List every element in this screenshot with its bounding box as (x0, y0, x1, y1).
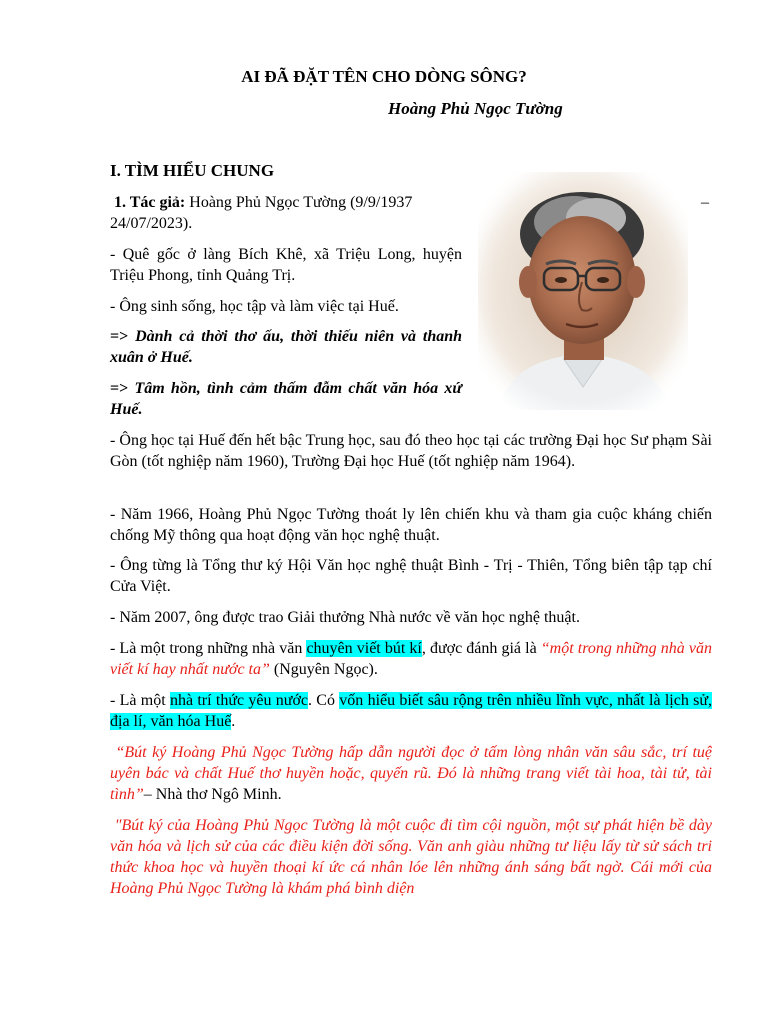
quote-ngo-minh-source: – Nhà thơ Ngô Minh. (143, 786, 282, 803)
conclusion-soul (110, 378, 462, 420)
specialist-prefix: - Là một trong những nhà văn (110, 640, 307, 657)
document-title: AI ĐÃ ĐẶT TÊN CHO DÒNG SÔNG? (241, 67, 527, 86)
intellectual-highlight-1: nhà trí thức yêu nước (169, 692, 309, 709)
quote-ngo-minh-text: “Bút ký Hoàng Phủ Ngọc Tường hấp dẫn người đọc ở tấm lòng nhân văn sâu sắc, trí tuệ uyên bác và chất Huế thơ huyền hoặc, quyến rũ. Đó là những trang viết tài hoa, tài tử, tài tình” (110, 744, 713, 803)
author-info-death: 24/07/2023). (110, 215, 193, 232)
author-portrait (478, 172, 688, 410)
intellectual-suffix: . (231, 713, 236, 730)
author-info-birth: Hoàng Phủ Ngọc Tường (9/9/1937 (185, 194, 413, 211)
intellectual-paragraph (110, 690, 712, 732)
lived-in-hue-paragraph: - Ông sinh sống, học tập và làm việc tại Huế. (110, 298, 399, 315)
secretary-paragraph: - Ông từng là Tổng thư ký Hội Văn học nghệ thuật Bình - Trị - Thiên, Tổng biên tập tạp chí Cửa Việt. (110, 557, 712, 595)
hometown-paragraph: - Quê gốc ở làng Bích Khê, xã Triệu Long, huyện Triệu Phong, tỉnh Quảng Trị. (110, 246, 462, 284)
conclusion-childhood-text: Dành cả thời thơ ấu, thời thiếu niên và thanh xuân ở Huế. (110, 328, 463, 366)
specialist-paragraph (110, 638, 712, 680)
conclusion-soul-text: Tâm hồn, tình cảm thấm đẫm chất văn hóa xứ Huế. (110, 380, 462, 418)
specialist-middle: , được đánh giá là (421, 640, 541, 657)
specialist-quote: “một trong những nhà văn viết kí hay nhất nước ta” (110, 640, 712, 678)
intellectual-middle: . Có (308, 692, 340, 709)
conclusion-childhood (110, 326, 462, 368)
author-info-paragraph (110, 192, 462, 234)
quote-second (110, 815, 712, 899)
author-info-label: 1. Tác giả: (114, 194, 186, 211)
specialist-highlight: chuyên viết bút kí (306, 640, 422, 657)
specialist-suffix: (Nguyên Ngọc). (269, 661, 378, 678)
quote-second-text: "Bút ký của Hoàng Phủ Ngọc Tường là một cuộc đi tìm cội nguồn, một sự phát hiện bề dày văn hóa và lịch sử của các điều kiện đời sống. Văn anh giàu những tư liệu lấy từ sử sách tri thức khoa học và huyền thoại kí ức cá nhân lóe lên những ánh sáng bất ngờ. Cái mới của Hoàng Phủ Ngọc Tường là khám phá bình diện (110, 817, 712, 897)
education-paragraph: - Ông học tại Huế đến hết bậc Trung học, sau đó theo học tại các trường Đại học Sư phạm Sài Gòn (tốt nghiệp năm 1960), Trường Đại học Huế (tốt nghiệp năm 1964). (110, 432, 712, 470)
conclusion-arrow: => (110, 380, 135, 397)
intellectual-prefix: - Là một (110, 692, 170, 709)
author-byline: Hoàng Phủ Ngọc Tường (388, 99, 563, 118)
award-paragraph: - Năm 2007, ông được trao Giải thưởng Nhà nước về văn học nghệ thuật. (110, 609, 580, 626)
quote-ngo-minh (110, 742, 712, 805)
portrait-photo-icon (478, 172, 688, 410)
section-heading: I. TÌM HIỂU CHUNG (110, 161, 275, 180)
war-zone-paragraph: - Năm 1966, Hoàng Phủ Ngọc Tường thoát ly lên chiến khu và tham gia cuộc kháng chiến chống Mỹ thông qua hoạt động văn học nghệ thuật. (110, 506, 712, 544)
author-info-dash: – (701, 194, 709, 211)
conclusion-arrow: => (110, 328, 136, 345)
intellectual-highlight-2: vốn hiểu biết sâu rộng trên nhiều lĩnh vực, nhất là lịch sử, địa lí, văn hóa Huế (110, 692, 713, 730)
